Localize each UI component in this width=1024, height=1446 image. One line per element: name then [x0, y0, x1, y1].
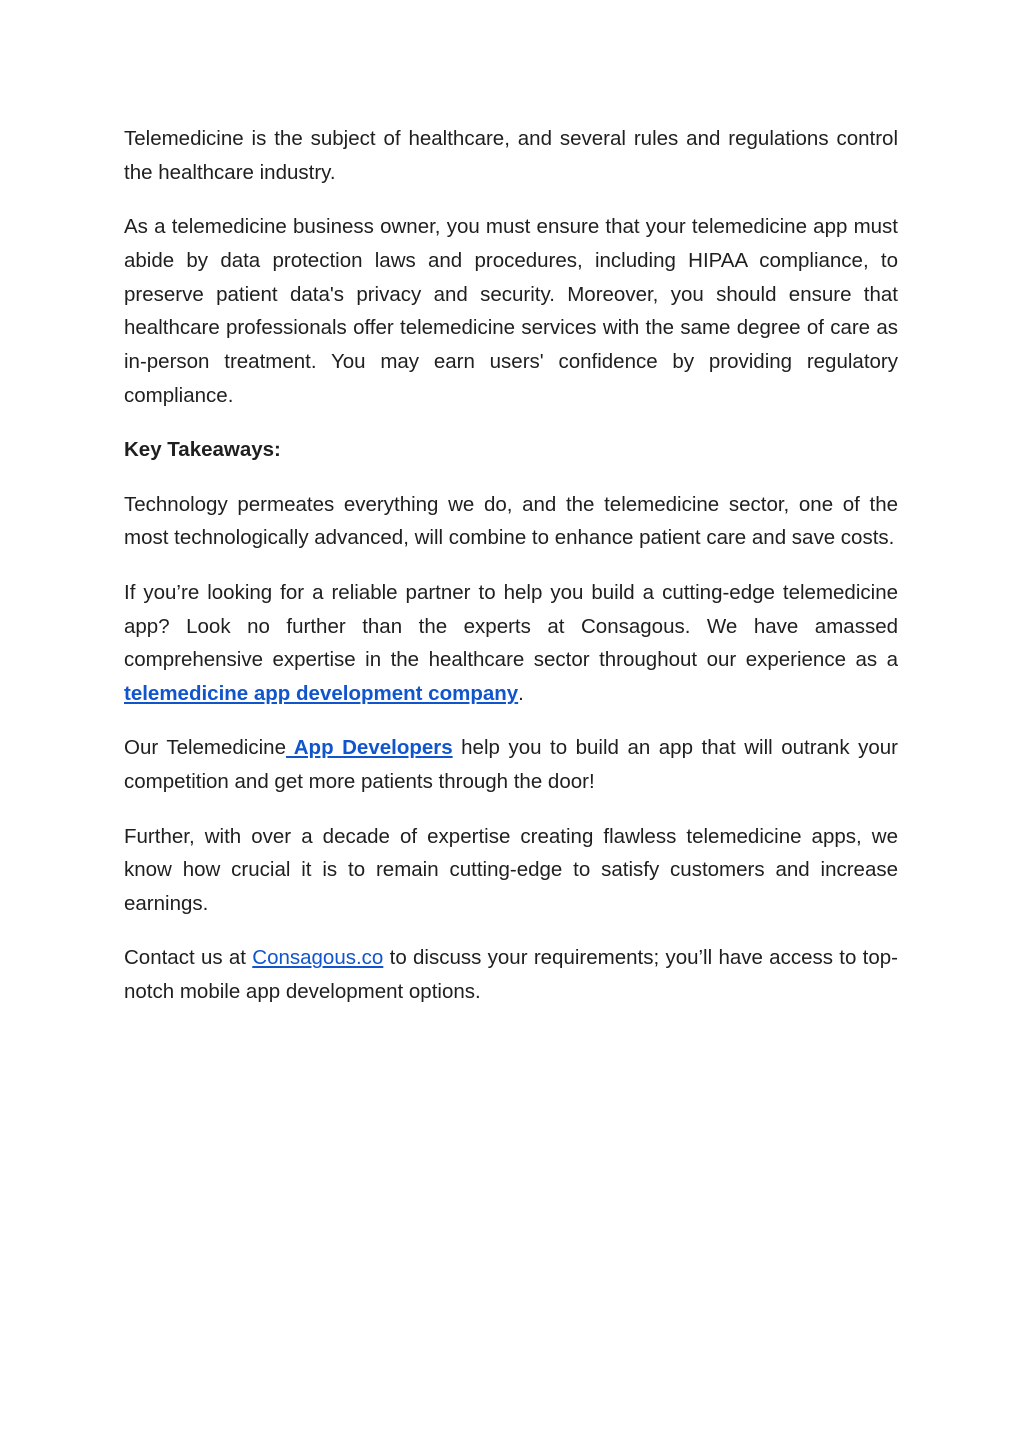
paragraph-developers-end: help you to build an app that will outrank your competition and get more patients through the door!	[124, 736, 898, 794]
app-developers-link[interactable]: App Developers	[285, 736, 453, 760]
document-page	[124, 122, 898, 1030]
paragraph-contact-text: Contact us at	[124, 946, 253, 970]
paragraph-compliance: As a telemedicine business owner, you must ensure that your telemedicine app must abide by data protection laws and procedures, including HIPAA compliance, to preserve patient data's privacy and security. Moreover, you should ensure that healthcare professionals offer telemedicine services with the same degree of care as in-person treatment. You may earn users' confidence by providing regulatory compliance.	[124, 215, 898, 408]
paragraph-technology: Technology permeates everything we do, and the telemedicine sector, one of the most technologically advanced, will combine to enhance patient care and save costs.	[124, 492, 898, 550]
heading-key-takeaways: Key Takeaways:	[124, 438, 281, 462]
paragraph-developers	[124, 731, 898, 799]
paragraph-partner	[124, 576, 898, 711]
paragraph-intro: Telemedicine is the subject of healthcare, and several rules and regulations control the healthcare industry.	[124, 127, 898, 184]
paragraph-partner-text: If you’re looking for a reliable partner to help you build a cutting-edge telemedicine app? Look no further than the experts at Consagous. We have amassed comprehensive expertise in the healthcare sector throughout our experience as a	[124, 580, 898, 672]
consagous-link[interactable]: Consagous.co	[252, 946, 384, 970]
paragraph-developers-text: Our Telemedicine	[124, 736, 286, 760]
telemedicine-company-link[interactable]: telemedicine app development company	[124, 682, 519, 706]
paragraph-contact	[124, 941, 898, 1009]
paragraph-contact-end: to discuss your requirements; you’ll have access to top-notch mobile app development options.	[124, 946, 898, 1004]
paragraph-partner-end: .	[518, 682, 524, 706]
paragraph-expertise: Further, with over a decade of expertise creating flawless telemedicine apps, we know how crucial it is to remain cutting-edge to satisfy customers and increase earnings.	[124, 824, 898, 916]
